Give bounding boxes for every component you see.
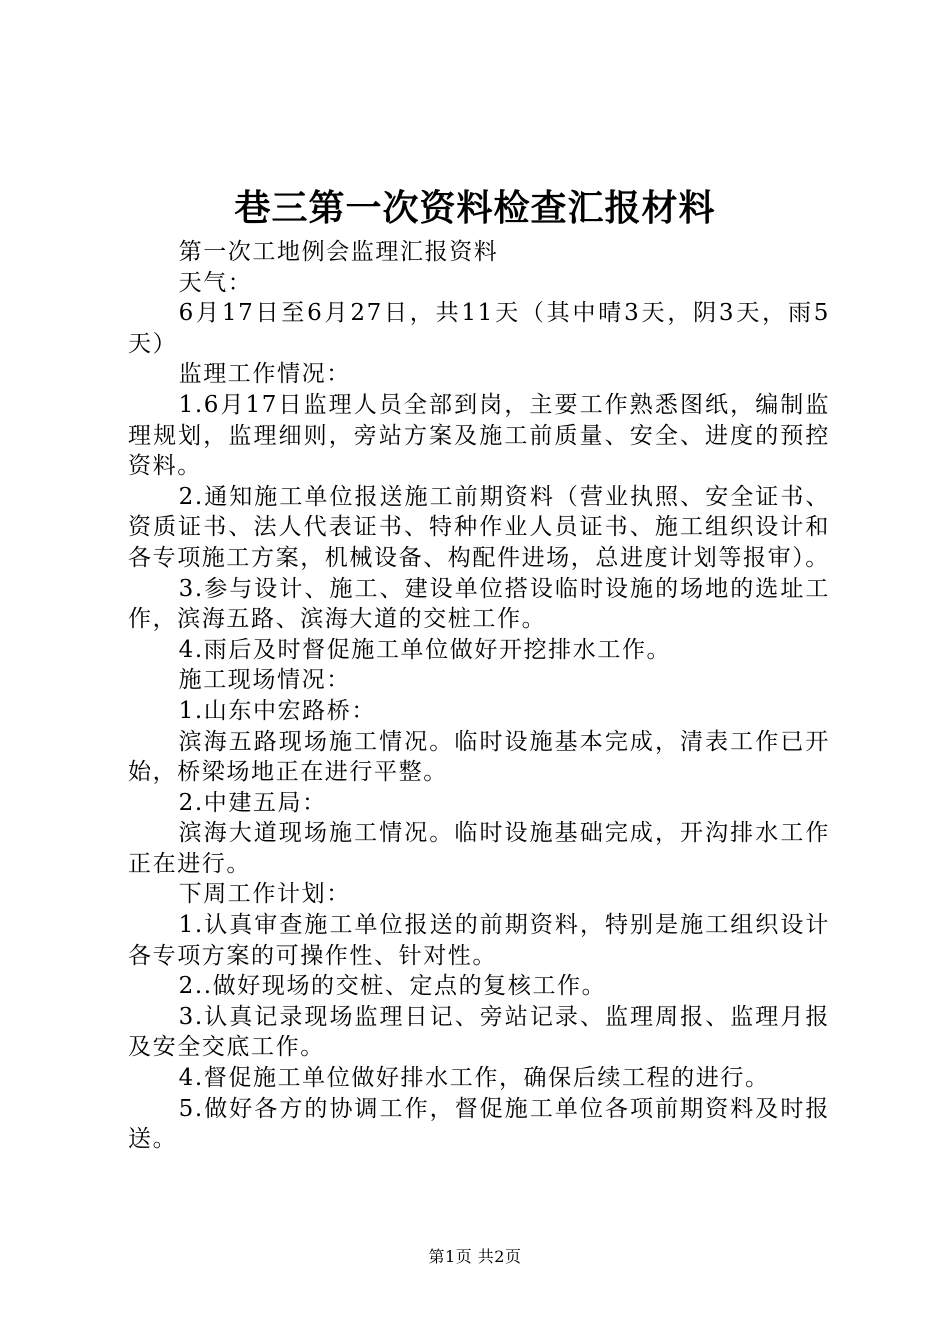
paragraph-supervision-item-1: 1.6月17日监理人员全部到岗，主要工作熟悉图纸，编制监理规划，监理细则，旁站方案及施工前质量、安全、进度的预控资料。 <box>128 391 830 480</box>
paragraph-site-item-2-detail: 滨海大道现场施工情况。临时设施基础完成，开沟排水工作正在进行。 <box>128 820 830 877</box>
paragraph-plan-item-2: 2..做好现场的交桩、定点的复核工作。 <box>178 973 607 1000</box>
document-body <box>128 237 830 1155</box>
paragraph-site-item-1: 1.山东中宏路桥： <box>178 697 376 724</box>
paragraph-supervision-heading: 监理工作情况： <box>178 361 351 388</box>
paragraph-weather-detail: 6月17日至6月27日，共11天（其中晴3天，阴3天，雨5天） <box>128 300 830 357</box>
paragraph-supervision-item-3: 3.参与设计、施工、建设单位搭设临时设施的场地的选址工作，滨海五路、滨海大道的交桩工作。 <box>128 575 830 633</box>
paragraph-supervision-item-4: 4.雨后及时督促施工单位做好开挖排水工作。 <box>178 636 672 663</box>
paragraph-plan-item-3: 3.认真记录现场监理日记、旁站记录、监理周报、监理月报及安全交底工作。 <box>128 1003 830 1061</box>
paragraph-supervision-item-2: 2.通知施工单位报送施工前期资料（营业执照、安全证书、资质证书、法人代表证书、特种作业人员证书、施工组织设计和各专项施工方案，机械设备、构配件进场，总进度计划等报审）。 <box>128 483 830 571</box>
paragraph-plan-item-4: 4.督促施工单位做好排水工作，确保后续工程的进行。 <box>178 1065 770 1092</box>
paragraph-site-heading: 施工现场情况： <box>178 667 351 694</box>
page-footer: 第1页 共2页 <box>428 1247 522 1266</box>
paragraph-weather-heading: 天气： <box>178 269 253 296</box>
paragraph-plan-item-1: 1.认真审查施工单位报送的前期资料，特别是施工组织设计各专项方案的可操作性、针对性。 <box>128 912 830 969</box>
paragraph-plan-heading: 下周工作计划： <box>178 881 351 908</box>
paragraph-plan-item-5: 5.做好各方的协调工作，督促施工单位各项前期资料及时报送。 <box>128 1095 830 1153</box>
document-title: 巷三第一次资料检查汇报材料 <box>234 188 716 229</box>
paragraph-site-item-2: 2.中建五局： <box>178 789 327 816</box>
paragraph-site-item-1-detail: 滨海五路现场施工情况。临时设施基本完成，清表工作已开始，桥梁场地正在进行平整。 <box>128 728 830 786</box>
paragraph-meeting-title: 第一次工地例会监理汇报资料 <box>178 239 499 265</box>
